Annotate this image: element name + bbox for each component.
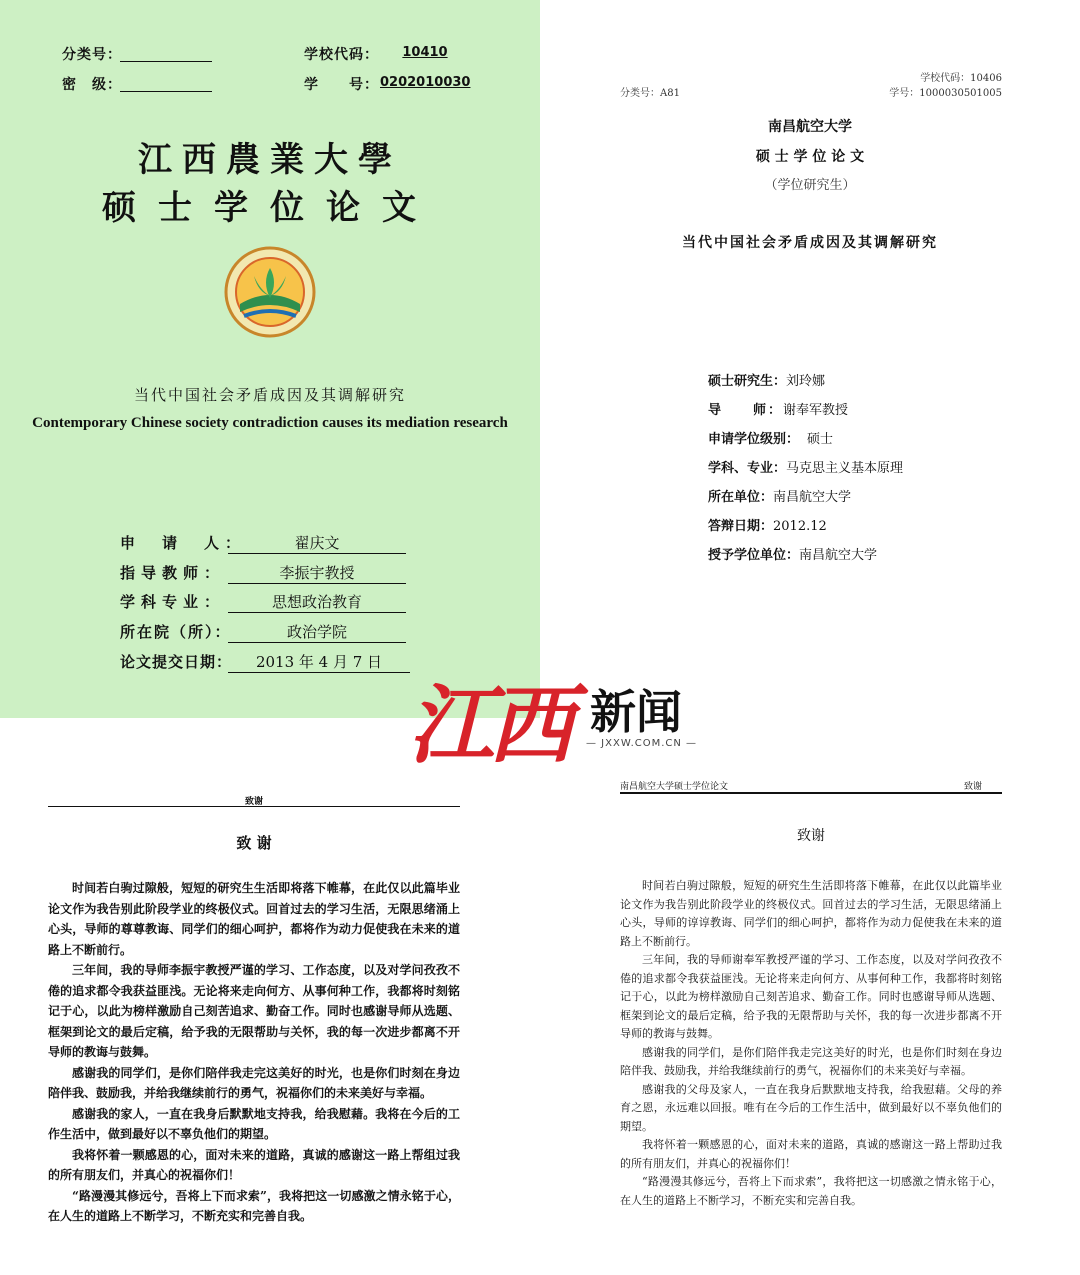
title-class-no: 分类号：A81: [620, 88, 680, 99]
watermark-url: — JXXW.COM.CN —: [586, 738, 698, 749]
cover-field-label: 指导教师：: [120, 564, 226, 582]
ack-paragraph: 感谢我的同学们，是你们陪伴我走完这美好的时光，也是你们时刻在身边陪伴我、鼓励我，并给我继续前行的勇气，祝福你们的未来美好与幸福。: [48, 1065, 460, 1100]
cover-secret-blank: [120, 73, 212, 92]
title-university: 南昌航空大学: [768, 119, 852, 135]
title-field-value: 谢奉军教授: [783, 403, 849, 418]
cover-student-no-label: 学 号：: [304, 77, 379, 93]
title-field-row: [708, 486, 903, 515]
title-degree: 硕 士 学 位 论 文: [755, 149, 865, 165]
title-field-row: [708, 544, 903, 573]
cover-secret-label: 密 级：: [62, 77, 122, 93]
title-field-row: [708, 428, 903, 457]
title-field-label: 导 师：: [708, 403, 784, 418]
jxxw-watermark-logo: [404, 656, 704, 776]
cover-school-code-label: 学校代码：: [304, 47, 379, 63]
title-field-label: 硕士研究生：: [708, 374, 787, 389]
cover-university: 江西農業大學: [138, 140, 402, 180]
ack-paragraph: 时间若白驹过隙般，短短的研究生生活即将落下帷幕，在此仅以此篇毕业论文作为我告别此阶段学业的终极仪式。回首过去的学习生活，无限思绪涌上心头，导师的谆谆教诲、同学们的细心呵护，都将作为动力促使我在未来的道路上不断前行。: [620, 879, 1002, 948]
watermark-news: 新闻: [590, 685, 682, 739]
title-field-value: 硕士: [807, 432, 834, 447]
title-school-code: 学校代码：10406: [920, 73, 1002, 84]
title-field-row: [708, 457, 903, 486]
nchu-title-page: [540, 0, 1080, 640]
ack-right-body: [620, 877, 1002, 1210]
ack-paragraph: “路漫漫其修远兮，吾将上下而求索”，我将把这一切感激之情永铭于心，在人生的道路上不断学习，不断充实和完善自我。: [620, 1175, 1002, 1207]
title-field-label: 授予学位单位：: [708, 548, 800, 563]
title-field-value: 南昌航空大学: [773, 490, 852, 505]
nchu-acknowledgments-page: [620, 775, 1002, 1215]
cover-field-label: 学科专业：: [120, 593, 226, 611]
ack-left-body: [48, 878, 460, 1227]
university-emblem-icon: [224, 246, 316, 338]
title-field-value: 马克思主义基本原理: [786, 461, 904, 476]
cover-thesis-title-en: Contemporary Chinese society contradiction causes its mediation research: [32, 415, 508, 431]
cover-field-value: 思想政治教育: [228, 591, 406, 613]
ack-left-header: 致谢: [244, 797, 263, 807]
ack-paragraph: 感谢我的家人，一直在我身后默默地支持我，给我慰藉。我将在今后的工作生活中，做到最好以不辜负他们的期望。: [48, 1106, 460, 1141]
ack-left-header-rule: [48, 806, 460, 807]
cover-student-no: 0202010030: [380, 75, 471, 90]
ack-paragraph: “路漫漫其修远兮，吾将上下而求索”，我将把这一切感激之情永铭于心，在人生的道路上不断学习，不断充实和完善自我。: [48, 1188, 460, 1223]
ack-paragraph: 时间若白驹过隙般，短短的研究生生活即将落下帷幕，在此仅以此篇毕业论文作为我告别此阶段学业的终极仪式。回首过去的学习生活，无限思绪涌上心头，导师的尊尊教诲、同学们的细心呵护，都将作为动力促使我在未来的道路上不断前行。: [48, 881, 460, 957]
cover-field-label: 申 请 人：: [120, 534, 247, 552]
ack-paragraph: 三年间，我的导师李振宇教授严谨的学习、工作态度，以及对学问孜孜不倦的追求都令我获益匪浅。无论将来走向何方、从事何种工作，我都将时刻铭记于心，以此为榜样激励自己刻苦追求、勤奋工作。同时也感谢导师从选题、框架到论文的最后定稿，给予我的无限帮助与关怀，我的每一次进步都离不开导师的教诲与鼓舞。: [48, 963, 460, 1059]
ack-left-title: 致 谢: [236, 834, 272, 852]
title-field-label: 所在单位：: [708, 490, 774, 505]
cover-field-value: 李振宇教授: [228, 562, 406, 584]
cover-field-value: 2013 年 4 月 7 日: [228, 651, 410, 673]
cover-school-code: 10410: [402, 45, 448, 60]
cover-degree: 硕士学位论文: [102, 188, 438, 228]
jxau-thesis-cover: [0, 0, 540, 718]
title-field-value: 南昌航空大学: [799, 548, 878, 563]
title-student-type: （学位研究生）: [764, 178, 856, 193]
ack-right-header-left: 南昌航空大学硕士学位论文: [620, 782, 729, 792]
cover-thesis-title-cn: 当代中国社会矛盾成因及其调解研究: [133, 386, 406, 404]
cover-class-no-label: 分类号：: [62, 47, 122, 63]
ack-right-header-right: 致谢: [963, 782, 982, 792]
title-field-label: 答辩日期：: [708, 519, 774, 534]
ack-right-title: 致谢: [797, 828, 825, 844]
cover-field-value: 翟庆文: [228, 532, 406, 554]
cover-field-label: 论文提交日期：: [120, 653, 233, 671]
ack-paragraph: 我将怀着一颗感恩的心，面对未来的道路，真诚的感谢这一路上帮助过我的所有朋友们，并真心的祝福你们！: [620, 1138, 1002, 1170]
title-field-row: [708, 515, 903, 544]
title-field-row: [708, 399, 903, 428]
title-thesis: 当代中国社会矛盾成因及其调解研究: [682, 235, 938, 251]
title-field-value: 刘玲娜: [786, 374, 826, 389]
ack-right-header-rule: [620, 792, 1002, 794]
watermark-jiangxi: 江西: [408, 675, 568, 776]
title-student-no: 学号：1000030501005: [889, 88, 1002, 99]
jxau-acknowledgments-page: [48, 790, 460, 1230]
ack-paragraph: 感谢我的父母及家人，一直在我身后默默地支持我，给我慰藉。父母的养育之恩，永远难以回报。唯有在今后的工作生活中，做到最好以不辜负他们的期望。: [620, 1082, 1002, 1133]
ack-paragraph: 三年间，我的导师谢奉军教授严谨的学习、工作态度，以及对学问孜孜不倦的追求都令我获益匪浅。无论将来走向何方、从事何种工作，我都将时刻铭记于心，以此为榜样激励自己刻苦追求、勤奋工作。同时也感谢导师从选题、框架到论文的最后定稿，给予我的无限帮助与关怀，我的每一次进步都离不开导师的教诲与鼓舞。: [620, 953, 1002, 1040]
title-field-label: 学科、专业：: [708, 461, 787, 476]
title-fields: [708, 370, 903, 573]
cover-class-no-blank: [120, 43, 212, 62]
title-field-label: 申请学位级别：: [708, 432, 800, 447]
title-field-value: 2012.12: [773, 519, 827, 534]
title-field-row: [708, 370, 903, 399]
ack-paragraph: 感谢我的同学们，是你们陪伴我走完这美好的时光，也是你们时刻在身边陪伴我、鼓励我，并给我继续前行的勇气，祝福你们的未来美好与幸福。: [620, 1045, 1002, 1077]
cover-field-value: 政治学院: [228, 621, 406, 643]
ack-paragraph: 我将怀着一颗感恩的心，面对未来的道路，真诚的感谢这一路上帮组过我的所有朋友们，并真心的祝福你们！: [48, 1147, 460, 1182]
cover-field-label: 所在院（所）：: [120, 623, 232, 641]
